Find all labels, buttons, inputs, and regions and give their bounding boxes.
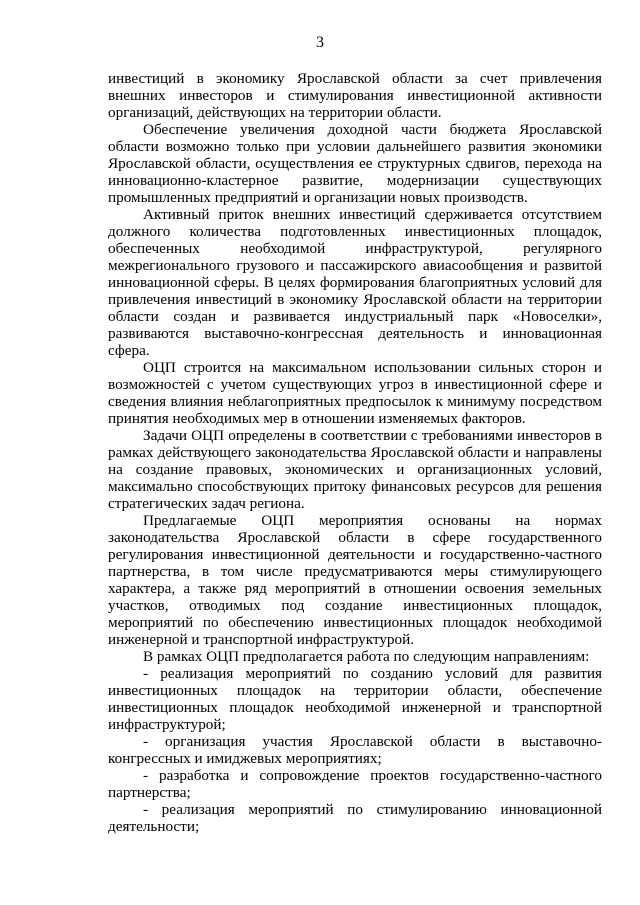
paragraph-ocp-measures: Предлагаемые ОЦП мероприятия основаны на нормах законодательства Ярославской области в сфере государственного регулирования инвестиционной деятельности и государственно-частного партнерства, в том числе предусматриваются меры стимулирующего характера, а также ряд мероприятий в отношении освоения земельных участков, отводимых под создание инвестиционных площадок, мероприятий по обеспечению инвестиционных площадок необходимой инженерной и транспортной инфраструктурой. bbox=[108, 512, 602, 648]
paragraph-investment-continuation: инвестиций в экономику Ярославской области за счет привлечения внешних инвесторов и стимулирования инвестиционной активности организаций, действующих на территории области. bbox=[108, 70, 602, 121]
paragraph-external-investment: Активный приток внешних инвестиций сдерживается отсутствием должного количества подготовленных инвестиционных площадок, обеспеченных необходимой инфраструктурой, регулярного межрегионального грузового и пассажирского авиасообщения и развитой инновационной сферы. В целях формирования благоприятных условий для привлечения инвестиций в экономику Ярославской области на территории области создан и развивается индустриальный парк «Новоселки», развиваются выставочно-конгрессная деятельность и инновационная сфера. bbox=[108, 206, 602, 359]
page-number: 3 bbox=[316, 34, 324, 51]
list-item-investment-sites: - реализация мероприятий по созданию условий для развития инвестиционных площадок на территории области, обеспечение инвестиционных площадок необходимой инженерной и транспортной инфраструктурой; bbox=[108, 665, 602, 733]
list-item-innovation: - реализация мероприятий по стимулированию инновационной деятельности; bbox=[108, 801, 602, 835]
paragraph-ocp-tasks: Задачи ОЦП определены в соответствии с требованиями инвесторов в рамках действующего законодательства Ярославской области и направлены на создание правовых, экономических и организационных условий, максимально способствующих притоку финансовых ресурсов для решения стратегических задач региона. bbox=[108, 427, 602, 512]
list-item-exhibitions: - организация участия Ярославской области в выставочно-конгрессных и имиджевых мероприятиях; bbox=[108, 733, 602, 767]
paragraph-budget-revenue: Обеспечение увеличения доходной части бюджета Ярославской области возможно только при условии дальнейшего развития экономики Ярославской области, осуществления ее структурных сдвигов, перехода на инновационно-кластерное развитие, модернизации существующих промышленных предприятий и организации новых производств. bbox=[108, 121, 602, 206]
paragraph-ocp-strengths: ОЦП строится на максимальном использовании сильных сторон и возможностей с учетом существующих угроз в инвестиционной сфере и сведения влияния неблагоприятных предпосылок к минимуму посредством принятия необходимых мер в отношении изменяемых факторов. bbox=[108, 359, 602, 427]
list-item-ppp-projects: - разработка и сопровождение проектов государственно-частного партнерства; bbox=[108, 767, 602, 801]
paragraph-directions-intro: В рамках ОЦП предполагается работа по следующим направлениям: bbox=[143, 648, 590, 665]
document-body bbox=[108, 70, 602, 835]
